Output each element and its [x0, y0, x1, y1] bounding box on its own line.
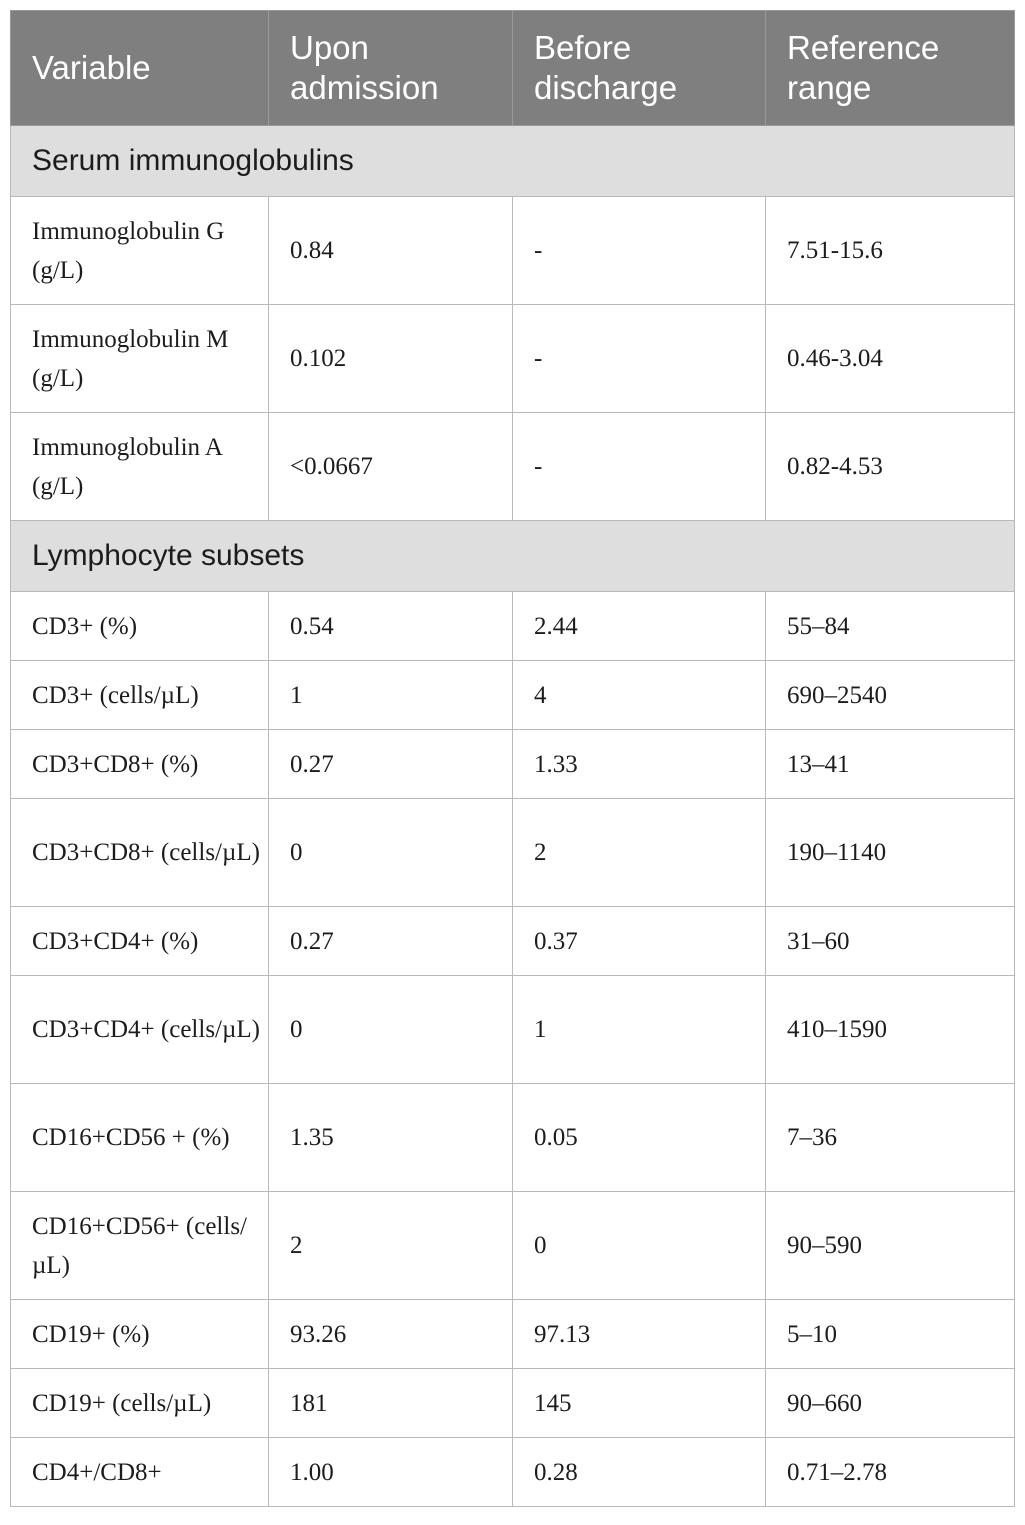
- section-title: Lymphocyte subsets: [11, 521, 1015, 592]
- section-title: Serum immunoglobulins: [11, 126, 1015, 197]
- cell-before-discharge: 2: [513, 799, 766, 907]
- cell-reference-range: 410–1590: [766, 976, 1015, 1084]
- table-row: [11, 1300, 1015, 1369]
- table-row: [11, 661, 1015, 730]
- table-row: [11, 730, 1015, 799]
- table-row: [11, 1438, 1015, 1507]
- cell-upon-admission: 0.102: [269, 305, 513, 413]
- cell-reference-range: 0.46-3.04: [766, 305, 1015, 413]
- cell-variable: CD16+CD56+ (cells/µL): [11, 1192, 269, 1300]
- cell-before-discharge: 0.28: [513, 1438, 766, 1507]
- cell-upon-admission: 93.26: [269, 1300, 513, 1369]
- cell-upon-admission: 0: [269, 799, 513, 907]
- section-row-serum-immunoglobulins: [11, 126, 1015, 197]
- cell-upon-admission: 1.00: [269, 1438, 513, 1507]
- cell-variable: CD4+/CD8+: [11, 1438, 269, 1507]
- cell-before-discharge: 0.37: [513, 907, 766, 976]
- table-row: [11, 1192, 1015, 1300]
- cell-before-discharge: -: [513, 197, 766, 305]
- cell-upon-admission: 181: [269, 1369, 513, 1438]
- cell-reference-range: 0.82-4.53: [766, 413, 1015, 521]
- header-before-discharge: Before discharge: [513, 11, 766, 126]
- lab-results-table-container: [10, 10, 1014, 1507]
- cell-variable: CD19+ (cells/µL): [11, 1369, 269, 1438]
- cell-before-discharge: 97.13: [513, 1300, 766, 1369]
- cell-upon-admission: 0.84: [269, 197, 513, 305]
- cell-upon-admission: 2: [269, 1192, 513, 1300]
- cell-reference-range: 190–1140: [766, 799, 1015, 907]
- table-row: [11, 592, 1015, 661]
- cell-reference-range: 7–36: [766, 1084, 1015, 1192]
- cell-reference-range: 0.71–2.78: [766, 1438, 1015, 1507]
- cell-upon-admission: 0.27: [269, 730, 513, 799]
- cell-before-discharge: 2.44: [513, 592, 766, 661]
- cell-reference-range: 5–10: [766, 1300, 1015, 1369]
- table-row: [11, 907, 1015, 976]
- cell-variable: CD3+CD8+ (cells/µL): [11, 799, 269, 907]
- cell-reference-range: 690–2540: [766, 661, 1015, 730]
- table-row: [11, 976, 1015, 1084]
- header-reference-range: Reference range: [766, 11, 1015, 126]
- table-row: [11, 305, 1015, 413]
- cell-variable: Immunoglobulin M (g/L): [11, 305, 269, 413]
- table-row: [11, 197, 1015, 305]
- cell-before-discharge: 1: [513, 976, 766, 1084]
- cell-variable: Immunoglobulin A (g/L): [11, 413, 269, 521]
- cell-variable: CD16+CD56 + (%): [11, 1084, 269, 1192]
- cell-variable: Immunoglobulin G (g/L): [11, 197, 269, 305]
- cell-before-discharge: 0: [513, 1192, 766, 1300]
- cell-reference-range: 90–660: [766, 1369, 1015, 1438]
- lab-results-table: [10, 10, 1015, 1507]
- cell-before-discharge: 1.33: [513, 730, 766, 799]
- cell-variable: CD19+ (%): [11, 1300, 269, 1369]
- cell-upon-admission: 1.35: [269, 1084, 513, 1192]
- cell-reference-range: 90–590: [766, 1192, 1015, 1300]
- cell-before-discharge: 145: [513, 1369, 766, 1438]
- cell-variable: CD3+CD4+ (cells/µL): [11, 976, 269, 1084]
- header-upon-admission: Upon admission: [269, 11, 513, 126]
- cell-before-discharge: -: [513, 413, 766, 521]
- cell-variable: CD3+ (%): [11, 592, 269, 661]
- section-row-lymphocyte-subsets: [11, 521, 1015, 592]
- cell-upon-admission: 0.54: [269, 592, 513, 661]
- table-row: [11, 413, 1015, 521]
- cell-reference-range: 31–60: [766, 907, 1015, 976]
- table-row: [11, 799, 1015, 907]
- cell-reference-range: 55–84: [766, 592, 1015, 661]
- cell-variable: CD3+CD8+ (%): [11, 730, 269, 799]
- cell-upon-admission: <0.0667: [269, 413, 513, 521]
- header-variable: Variable: [11, 11, 269, 126]
- cell-reference-range: 7.51-15.6: [766, 197, 1015, 305]
- cell-reference-range: 13–41: [766, 730, 1015, 799]
- table-header-row: [11, 11, 1015, 126]
- cell-variable: CD3+ (cells/µL): [11, 661, 269, 730]
- cell-before-discharge: 4: [513, 661, 766, 730]
- cell-before-discharge: 0.05: [513, 1084, 766, 1192]
- table-row: [11, 1369, 1015, 1438]
- cell-variable: CD3+CD4+ (%): [11, 907, 269, 976]
- cell-upon-admission: 1: [269, 661, 513, 730]
- cell-upon-admission: 0: [269, 976, 513, 1084]
- table-row: [11, 1084, 1015, 1192]
- cell-before-discharge: -: [513, 305, 766, 413]
- cell-upon-admission: 0.27: [269, 907, 513, 976]
